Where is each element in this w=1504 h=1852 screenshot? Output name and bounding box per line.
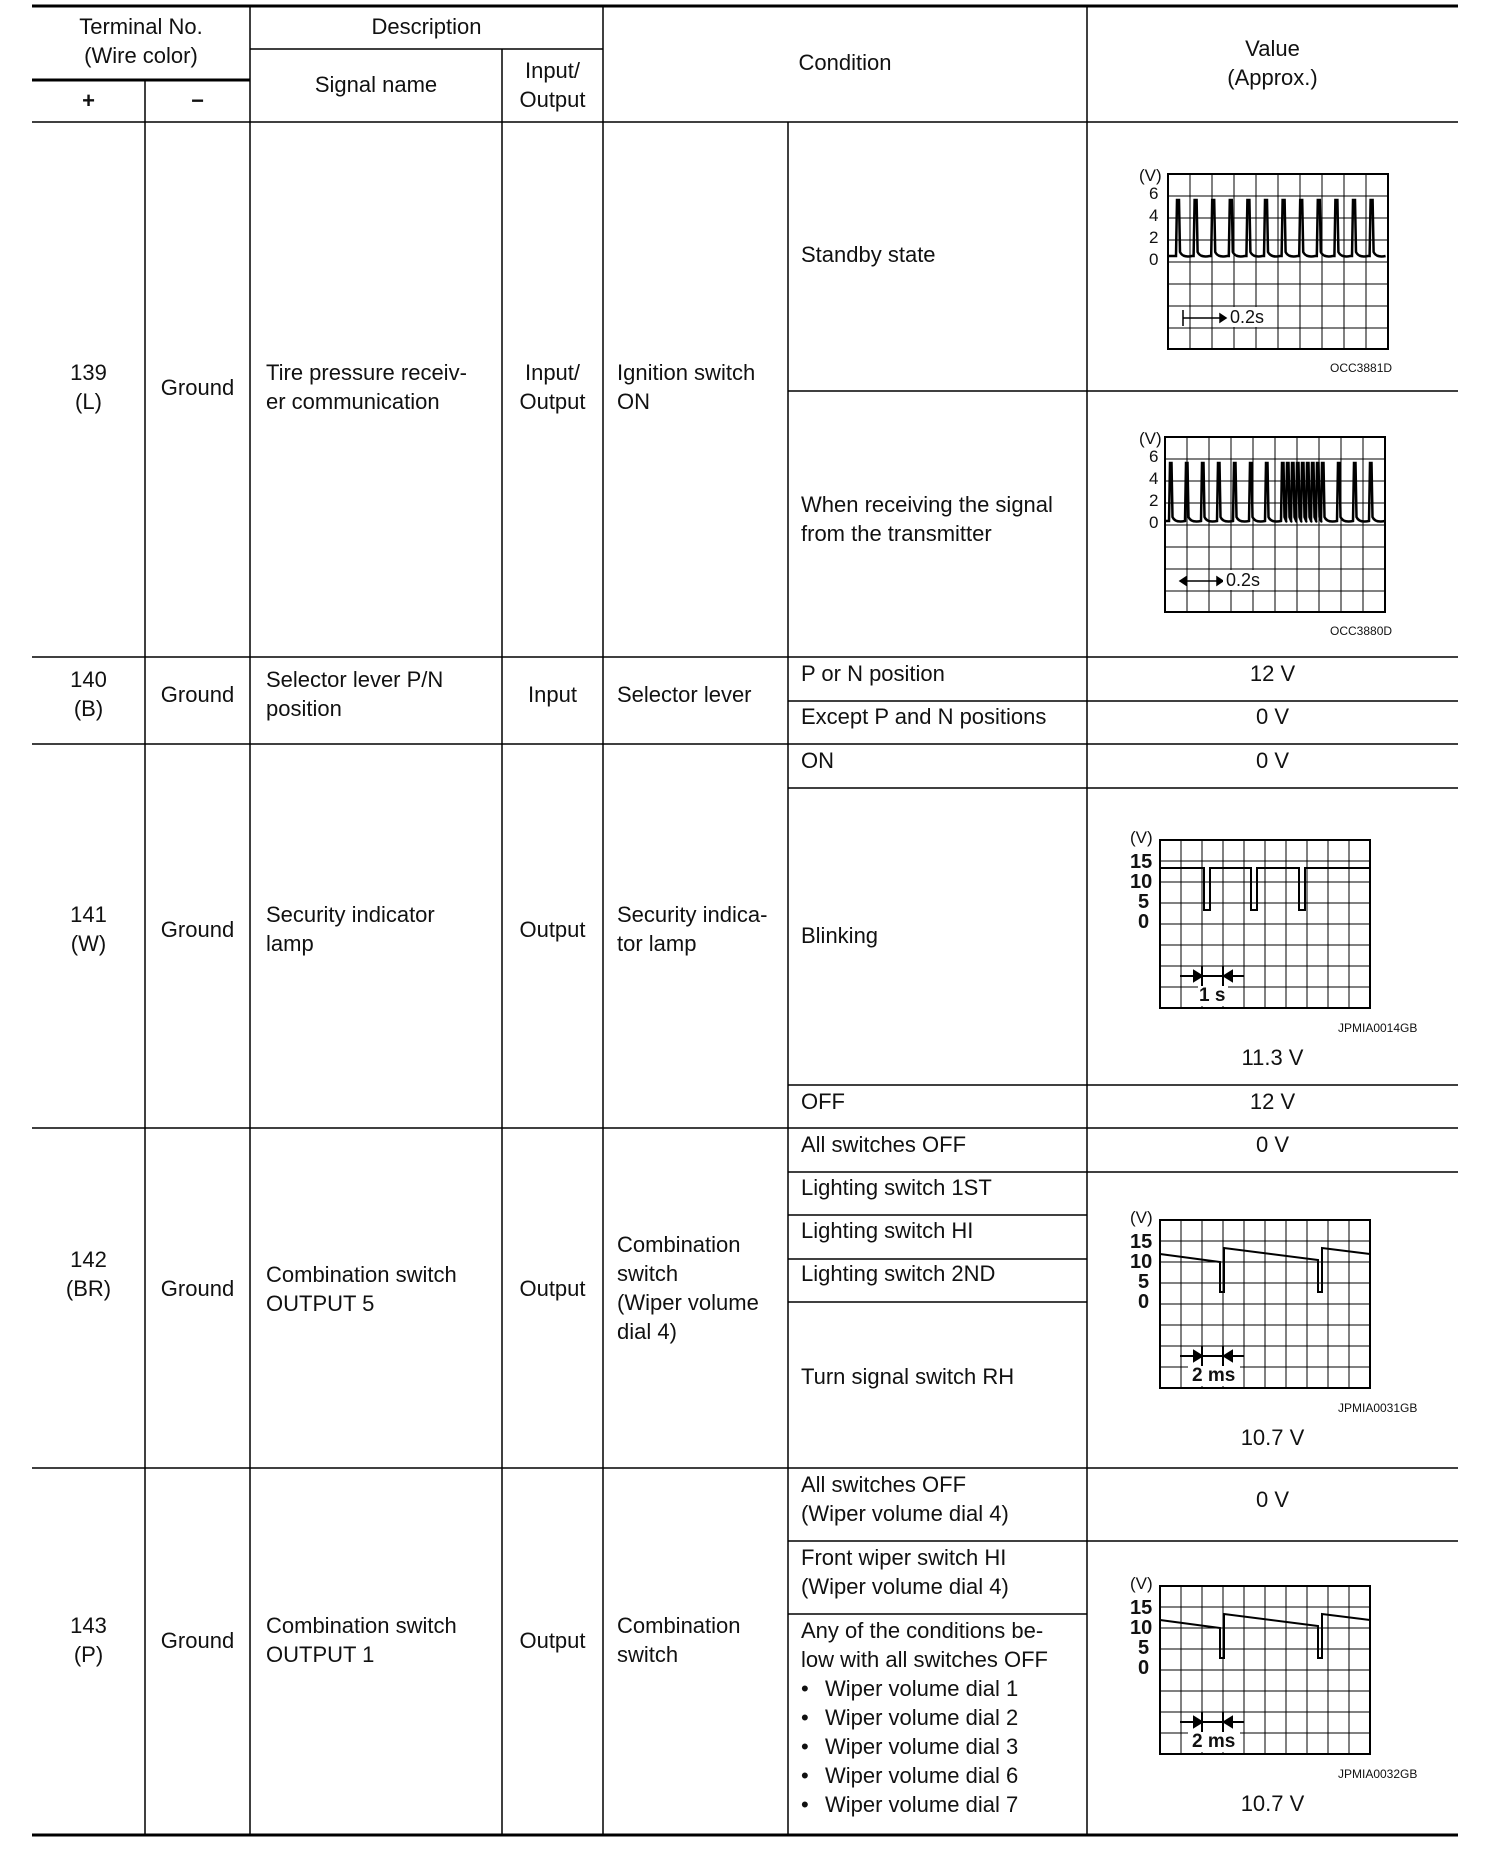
subcond-p-or-n: P or N position bbox=[801, 661, 945, 686]
condition-139-line2: ON bbox=[617, 389, 650, 414]
bullet-wiper-dial-7: Wiper volume dial 7 bbox=[825, 1792, 1019, 1817]
subcond-off: OFF bbox=[801, 1089, 845, 1114]
wave1-ytick-4: 4 bbox=[1149, 206, 1159, 225]
io-140: Input bbox=[528, 682, 577, 707]
wave1-unit: (V) bbox=[1139, 166, 1162, 185]
wave3-unit: (V) bbox=[1130, 828, 1153, 847]
header-plus: + bbox=[82, 88, 95, 113]
header-io-line1: Input/ bbox=[524, 58, 581, 83]
condition-140: Selector lever bbox=[617, 682, 752, 707]
condition-142-line2: switch bbox=[617, 1261, 679, 1286]
signal-143-line1: Combination switch bbox=[266, 1613, 457, 1638]
wave5-ytick-10: 10 bbox=[1130, 1617, 1153, 1639]
wave2-unit: (V) bbox=[1139, 429, 1162, 448]
ground-139: Ground bbox=[160, 375, 235, 400]
terminal-141: 141 bbox=[70, 902, 107, 927]
bullet-wiper-dial-6: Wiper volume dial 6 bbox=[825, 1763, 1019, 1788]
condition-143-line2: switch bbox=[617, 1642, 679, 1667]
io-139-line2: Output bbox=[519, 389, 586, 414]
io-139-line1: Input/ bbox=[524, 360, 581, 385]
wave1-code: OCC3881D bbox=[1330, 361, 1393, 375]
wave1-ytick-0: 0 bbox=[1149, 250, 1159, 269]
condition-142-line3: (Wiper volume bbox=[617, 1290, 759, 1315]
bullet-wiper-dial-1: Wiper volume dial 1 bbox=[825, 1676, 1019, 1701]
value-142-wave: 10.7 V bbox=[1240, 1425, 1305, 1450]
wave2-time-label: 0.2s bbox=[1226, 570, 1261, 590]
wave3-code: JPMIA0014GB bbox=[1338, 1021, 1418, 1035]
wave4-code: JPMIA0031GB bbox=[1338, 1401, 1418, 1415]
header-description: Description bbox=[371, 14, 482, 39]
bullet-dot-4: • bbox=[801, 1763, 809, 1788]
value-blinking: 11.3 V bbox=[1241, 1045, 1304, 1070]
value-on: 0 V bbox=[1255, 748, 1290, 773]
signal-142-line2: OUTPUT 5 bbox=[266, 1291, 375, 1316]
header-signal-name: Signal name bbox=[314, 72, 438, 97]
condition-139-line1: Ignition switch bbox=[617, 360, 756, 385]
subcond-all-off-143-line2: (Wiper volume dial 4) bbox=[801, 1501, 1009, 1526]
bullet-wiper-dial-3: Wiper volume dial 3 bbox=[825, 1734, 1019, 1759]
wave4-time-label: 2 ms bbox=[1192, 1365, 1236, 1386]
ground-141: Ground bbox=[160, 917, 235, 942]
wave5-time-label: 2 ms bbox=[1192, 1731, 1236, 1752]
bullet-dot-5: • bbox=[801, 1792, 809, 1817]
value-all-off-142: 0 V bbox=[1255, 1132, 1290, 1157]
signal-141-line1: Security indicator bbox=[266, 902, 435, 927]
header-terminal-no: Terminal No. bbox=[79, 14, 203, 39]
wire-color-139: (L) bbox=[75, 389, 102, 414]
subcond-on: ON bbox=[801, 748, 834, 773]
signal-140-line2: position bbox=[266, 696, 342, 721]
io-141: Output bbox=[519, 917, 586, 942]
bullet-dot-2: • bbox=[801, 1705, 809, 1730]
condition-142-line4: dial 4) bbox=[617, 1319, 677, 1344]
wave3-ytick-5: 5 bbox=[1138, 891, 1150, 913]
subcond-front-wiper-hi-line1: Front wiper switch HI bbox=[801, 1545, 1007, 1570]
signal-141-line2: lamp bbox=[266, 931, 314, 956]
header-minus: − bbox=[191, 88, 204, 113]
subcond-all-off-143-line1: All switches OFF bbox=[801, 1472, 967, 1497]
wave5-ytick-15: 15 bbox=[1130, 1597, 1153, 1619]
wave3-ytick-15: 15 bbox=[1130, 851, 1153, 873]
wire-color-143: (P) bbox=[73, 1642, 104, 1667]
wave1-oscilloscope bbox=[1166, 172, 1391, 352]
signal-140-line1: Selector lever P/N bbox=[266, 667, 444, 692]
subcond-lighting-1st: Lighting switch 1ST bbox=[801, 1175, 992, 1200]
wave5-unit: (V) bbox=[1130, 1574, 1153, 1593]
signal-139-line1: Tire pressure receiv- bbox=[266, 360, 467, 385]
ground-142: Ground bbox=[160, 1276, 235, 1301]
condition-141-line1: Security indica- bbox=[617, 902, 768, 927]
terminal-142: 142 bbox=[70, 1247, 107, 1272]
header-wire-color: (Wire color) bbox=[84, 43, 198, 68]
header-value: Value bbox=[1245, 36, 1300, 61]
wave4-oscilloscope bbox=[1158, 1218, 1373, 1392]
wire-color-141: (W) bbox=[70, 931, 107, 956]
signal-143-line2: OUTPUT 1 bbox=[266, 1642, 375, 1667]
wave5-code: JPMIA0032GB bbox=[1338, 1767, 1418, 1781]
terminal-143: 143 bbox=[70, 1613, 107, 1638]
bullet-dot-1: • bbox=[801, 1676, 809, 1701]
wave3-ytick-0: 0 bbox=[1138, 911, 1150, 933]
value-except-p-n: 0 V bbox=[1255, 704, 1290, 729]
wave1-ytick-2: 2 bbox=[1149, 228, 1159, 247]
subcond-standby: Standby state bbox=[801, 242, 936, 267]
value-143-wave: 10.7 V bbox=[1240, 1791, 1305, 1816]
subcond-blinking: Blinking bbox=[801, 923, 879, 948]
wave4-ytick-0: 0 bbox=[1138, 1291, 1150, 1313]
wave4-ytick-10: 10 bbox=[1130, 1251, 1153, 1273]
subcond-receiving-line2: from the transmitter bbox=[801, 521, 992, 546]
wave2-ytick-4: 4 bbox=[1149, 469, 1159, 488]
bullet-wiper-dial-2: Wiper volume dial 2 bbox=[825, 1705, 1019, 1730]
wire-color-142: (BR) bbox=[65, 1276, 112, 1301]
terminal-140: 140 bbox=[70, 667, 107, 692]
header-condition: Condition bbox=[798, 50, 892, 75]
condition-141-line2: tor lamp bbox=[617, 931, 697, 956]
wave3-ytick-10: 10 bbox=[1130, 871, 1153, 893]
io-143: Output bbox=[519, 1628, 586, 1653]
subcond-except-p-n: Except P and N positions bbox=[801, 704, 1047, 729]
wave1-ytick-6: 6 bbox=[1149, 184, 1159, 203]
subcond-lighting-hi: Lighting switch HI bbox=[801, 1218, 974, 1243]
wave4-unit: (V) bbox=[1130, 1208, 1153, 1227]
wave2-code: OCC3880D bbox=[1330, 624, 1393, 638]
subcond-all-off-142: All switches OFF bbox=[801, 1132, 967, 1157]
wave4-ytick-15: 15 bbox=[1130, 1231, 1153, 1253]
wave1-time-label: 0.2s bbox=[1230, 307, 1265, 327]
condition-142-line1: Combination bbox=[617, 1232, 741, 1257]
ground-143: Ground bbox=[160, 1628, 235, 1653]
subcond-any-of-line2: low with all switches OFF bbox=[801, 1647, 1048, 1672]
signal-142-line1: Combination switch bbox=[266, 1262, 457, 1287]
signal-139-line2: er communication bbox=[266, 389, 440, 414]
wave3-oscilloscope bbox=[1158, 838, 1373, 1012]
wave5-ytick-0: 0 bbox=[1138, 1657, 1150, 1679]
wave4-ytick-5: 5 bbox=[1138, 1271, 1150, 1293]
io-142: Output bbox=[519, 1276, 586, 1301]
subcond-receiving-line1: When receiving the signal bbox=[801, 492, 1053, 517]
subcond-front-wiper-hi-line2: (Wiper volume dial 4) bbox=[801, 1574, 1009, 1599]
wave2-ytick-0: 0 bbox=[1149, 513, 1159, 532]
value-off: 12 V bbox=[1249, 1089, 1296, 1114]
header-approx: (Approx.) bbox=[1227, 65, 1318, 90]
header-io-line2: Output bbox=[519, 87, 586, 112]
wave3-time-label: 1 s bbox=[1199, 985, 1226, 1006]
wire-color-140: (B) bbox=[73, 696, 104, 721]
subcond-lighting-2nd: Lighting switch 2ND bbox=[801, 1261, 996, 1286]
wave5-oscilloscope bbox=[1158, 1584, 1373, 1758]
terminal-139: 139 bbox=[70, 360, 107, 385]
wave2-ytick-2: 2 bbox=[1149, 491, 1159, 510]
subcond-any-of-line1: Any of the conditions be- bbox=[801, 1618, 1044, 1643]
bullet-dot-3: • bbox=[801, 1734, 809, 1759]
ground-140: Ground bbox=[160, 682, 235, 707]
wave2-oscilloscope bbox=[1163, 435, 1388, 615]
wave5-ytick-5: 5 bbox=[1138, 1637, 1150, 1659]
wave2-ytick-6: 6 bbox=[1149, 447, 1159, 466]
value-p-or-n: 12 V bbox=[1249, 661, 1296, 686]
subcond-turn-signal-rh: Turn signal switch RH bbox=[801, 1364, 1015, 1389]
condition-143-line1: Combination bbox=[617, 1613, 741, 1638]
value-all-off-143: 0 V bbox=[1255, 1487, 1290, 1512]
